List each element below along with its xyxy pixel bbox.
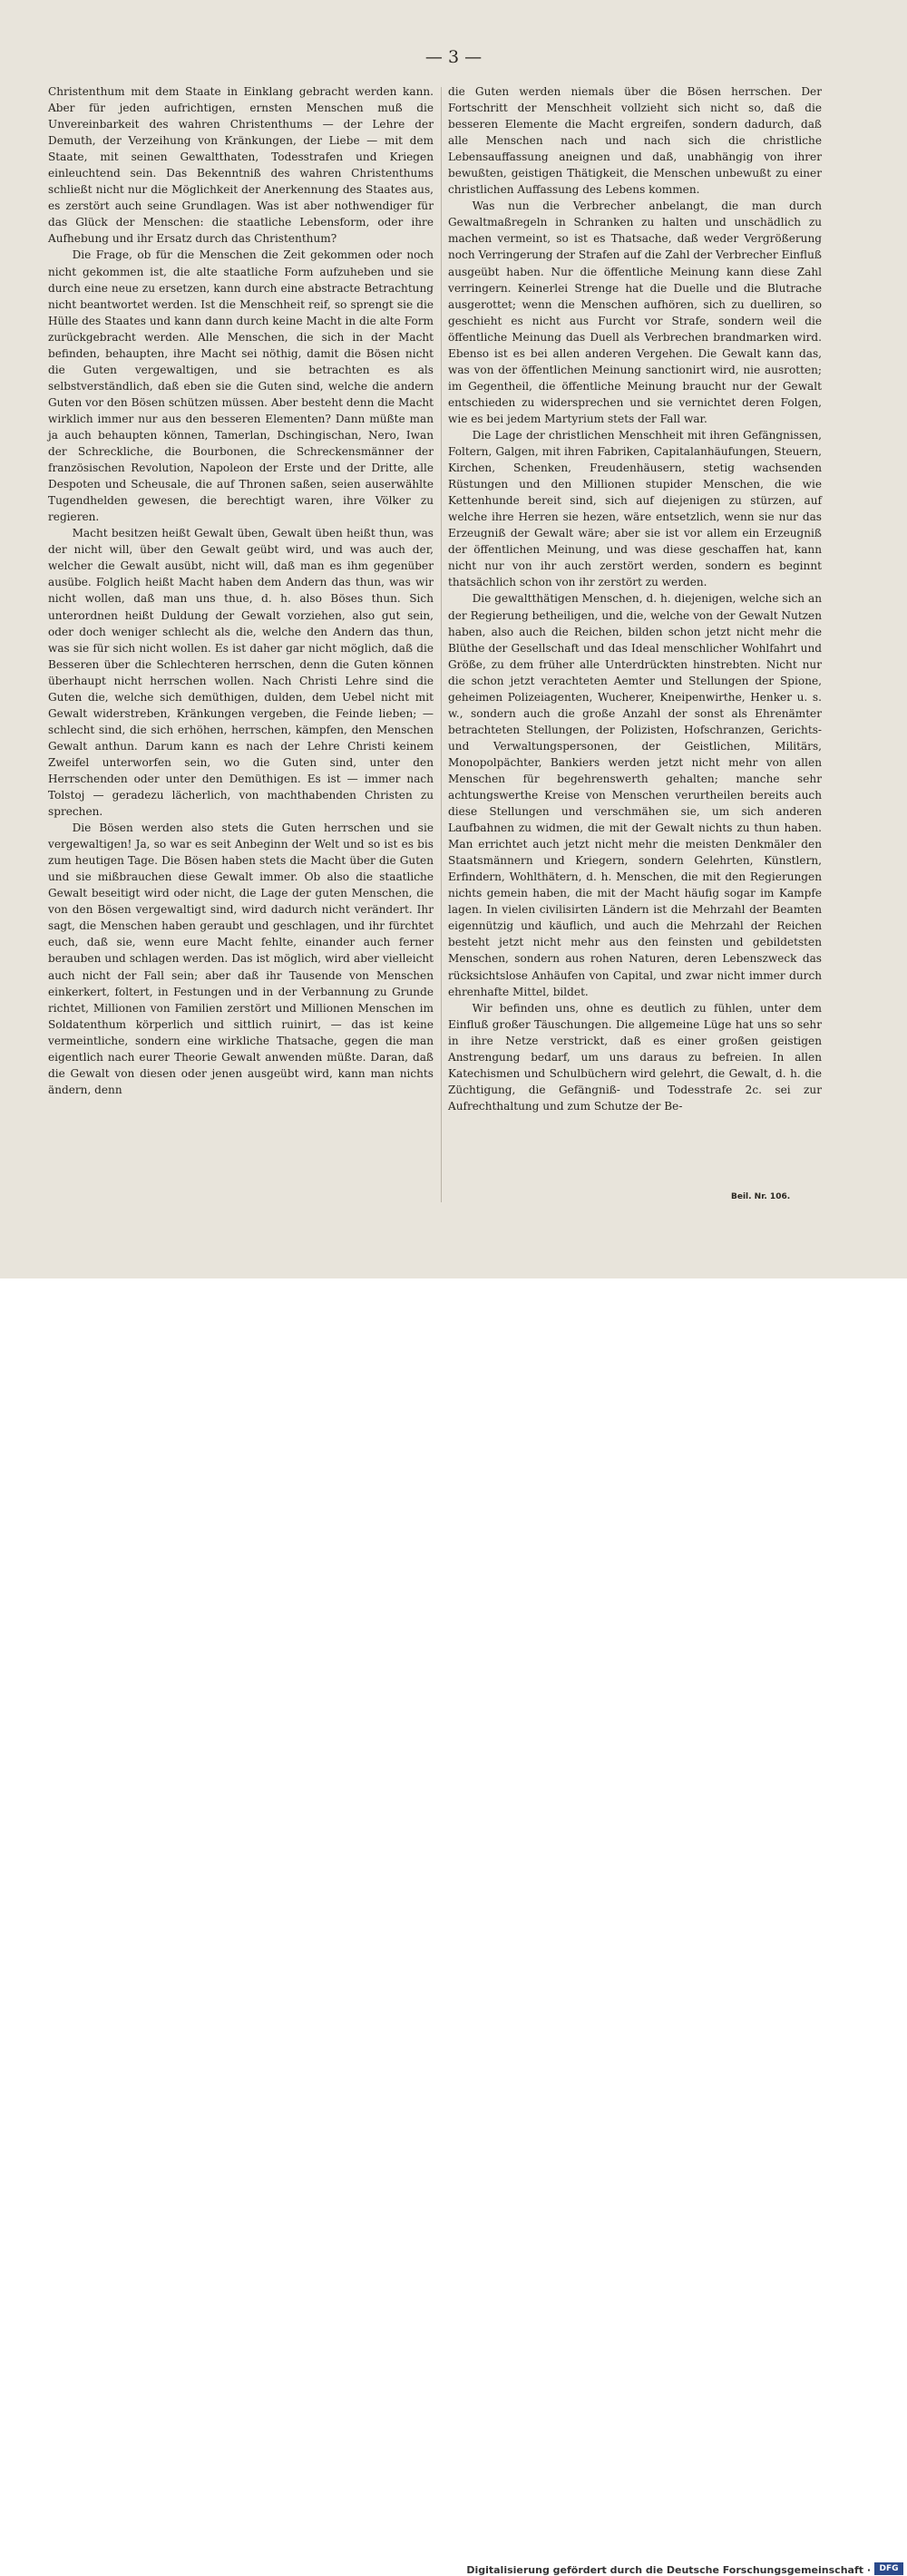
newspaper-page — [0, 0, 907, 1278]
digitization-footer — [0, 1278, 907, 2576]
column-divider — [441, 87, 442, 1202]
dfg-logo-icon[interactable]: DFG — [874, 2562, 903, 2575]
page-number: — 3 — — [424, 47, 483, 67]
right-paragraph-1: die Guten werden niemals über die Bösen herrschen. Der Fortschritt der Menschheit vollzieht sich nicht so, daß die besseren Elemente die Macht ergreifen, sondern dadurch, daß alle Menschen nach und nach sich die christliche Lebensauffassung aneignen und daß, unabhängig von ihrer bewußten, geistigen Thätigkeit, die Menschen unbewußt zu einer christlichen Auffassung des Lebens kommen. — [448, 85, 822, 197]
left-text-column — [48, 83, 434, 1098]
digitization-note: Digitalisierung gefördert durch die Deutsche Forschungsgemeinschaft · — [466, 2564, 871, 2576]
left-paragraph-2: Die Frage, ob für die Menschen die Zeit gekommen oder noch nicht gekommen ist, die alte staatliche Form aufzuheben und sie durch eine neue zu ersetzen, kann durch eine abstracte Betrachtung nicht beantwortet werden. Ist die Menschheit reif, so sprengt sie die Hülle des Staates und kann dann durch keine Macht in die alte Form zurückgebracht werden. Alle Menschen, die sich in der Macht befinden, behaupten, ihre Macht sei nöthig, damit die Bösen nicht die Guten vergewaltigen, und sie betrachten es als selbstverständlich, daß eben sie die Guten sind, welche die andern Guten vor den Bösen schützen müssen. Aber besteht denn die Macht wirklich immer nur aus den besseren Elementen? Dann müßte man ja auch behaupten können, Tamerlan, Dschingischan, Nero, Iwan der Schreckliche, die Bourbonen, die Schreckensmänner der französischen Revolution, Napoleon der Erste und der Dritte, alle Despoten und Scheusale, die auf Thronen saßen, seien auserwählte Tugendhelden gewesen, die berechtigt waren, ihre Völker zu regieren. — [48, 248, 434, 524]
right-paragraph-2: Was nun die Verbrecher anbelangt, die man durch Gewaltmaßregeln in Schranken zu halten und unschädlich zu machen vermeint, so ist es Thatsache, daß weder Vergrößerung noch Verringerung der Strafen auf die Zahl der Verbrecher Einfluß ausgeübt haben. Nur die öffentliche Meinung kann diese Zahl verringern. Keinerlei Strenge hat die Duelle und die Blutrache ausgerottet; wenn die Menschen aufhören, sich zu duelliren, so geschieht es nicht aus Furcht vor Strafe, sondern weil die öffentliche Meinung das Duell als Verbrechen brandmarken wird. Ebenso ist es bei allen anderen Vergehen. Die Gewalt kann das, was von der öffentlichen Meinung sanctionirt wird, nie ausrotten; im Gegentheil, die öffentliche Meinung braucht nur der Gewalt entschieden zu widersprechen und sie vernichtet deren Folgen, wie es bei jedem Martyrium stets der Fall war. — [448, 199, 822, 425]
left-paragraph-1: Christenthum mit dem Staate in Einklang gebracht werden kann. Aber für jeden aufrichtigen, ernsten Menschen muß die Unvereinbarkeit des wahren Christenthums — der Lehre der Demuth, der Verzeihung von Kränkungen, der Liebe — mit dem Staate, mit seinen Gewaltthaten, Todesstrafen und Kriegen einleuchtend sein. Das Bekenntniß des wahren Christenthums schließt nicht nur die Möglichkeit der Anerkennung des Staates aus, es zerstört auch seine Grundlagen. Was ist aber nothwendiger für das Glück der Menschen: die staatliche Lebensform, oder ihre Aufhebung und ihr Ersatz durch das Christenthum? — [48, 85, 434, 246]
right-paragraph-5: Wir befinden uns, ohne es deutlich zu fühlen, unter dem Einfluß großer Täuschungen. Die allgemeine Lüge hat uns so sehr in ihre Netze verstrickt, daß es einer großen geistigen Anstrengung bedarf, um uns daraus zu befreien. In allen Katechismen und Schulbüchern wird gelehrt, die Gewalt, d. h. die Züchtigung, die Gefängniß- und Todesstrafe 2c. sei zur Aufrechthaltung und zum Schutze der Be- — [448, 1001, 822, 1113]
left-paragraph-4: Die Bösen werden also stets die Guten herrschen und sie vergewaltigen! Ja, so war es seit Anbeginn der Welt und so ist es bis zum heutigen Tage. Die Bösen haben stets die Macht über die Guten und sie mißbrauchen diese Gewalt immer. Ob also die staatliche Gewalt beseitigt wird oder nicht, die Lage der guten Menschen, die von den Bösen vergewaltigt sind, wird dadurch nicht verändert. Ihr sagt, die Menschen haben geraubt und geschlagen, und ihr fürchtet euch, daß sie, wenn eure Macht fehlte, einander auch ferner berauben und schlagen werden. Das ist möglich, wird aber vielleicht auch nicht der Fall sein; aber daß ihr Tausende von Menschen einkerkert, foltert, in Festungen und in der Verbannung zu Grunde richtet, Millionen von Familien zerstört und Millionen Menschen im Soldatenthum körperlich und sittlich ruinirt, — das ist keine vermeintliche, sondern eine wirkliche Thatsache, gegen die man eigentlich nach eurer Theorie Gewalt anwenden müßte. Daran, daß die Gewalt von diesen oder jenen ausgeübt wird, kann man nichts ändern, denn — [48, 821, 434, 1096]
right-paragraph-4: Die gewaltthätigen Menschen, d. h. diejenigen, welche sich an der Regierung betheiligen, und die, welche von der Gewalt Nutzen haben, also auch die Reichen, bilden schon jetzt nicht mehr die Blüthe der Gesellschaft und das Ideal menschlicher Wohlfahrt und Größe, zu dem früher alle Unterdrückten hinstrebten. Nicht nur die schon jetzt verachteten Aemter und Stellungen der Spione, geheimen Polizeiagenten, Wucherer, Kneipenwirthe, Henker u. s. w., sondern auch die große Anzahl der sonst als Ehrenämter betrachteten Stellungen, der Polizisten, Hofschranzen, Gerichts- und Verwaltungspersonen, der Geistlichen, Militärs, Monopolpächter, Bankiers werden jetzt nicht mehr von allen Menschen für begehrenswerth gehalten; manche sehr achtungswerthe Kreise von Menschen verurtheilen bereits auch diese Stellungen und verschmähen sie, um sich anderen Laufbahnen zu widmen, die mit der Gewalt nichts zu thun haben. Man errichtet auch jetzt nicht mehr die meisten Denkmäler den Staatsmännern und Kriegern, sondern Gelehrten, Künstlern, Erfindern, Wohlthätern, d. h. Menschen, die mit den Regierungen nichts gemein haben, die mit der Macht häufig sogar im Kampfe lagen. In vielen civilisirten Ländern ist die Mehrzahl der Beamten eigennützig und käuflich, und auch die Mehrzahl der Reichen besteht jetzt nicht mehr aus den feinsten und gebildetsten Menschen, sondern aus rohen Naturen, deren Lebenszweck das rücksichtslose Anhäufen von Capital, und zwar nicht immer durch ehrenhafte Mittel, bildet. — [448, 592, 822, 998]
left-paragraph-3: Macht besitzen heißt Gewalt üben, Gewalt üben heißt thun, was der nicht will, über den Gewalt geübt wird, und was auch der, welcher die Gewalt ausübt, nicht will, daß man es ihm gegenüber ausübe. Folglich heißt Macht haben dem Andern das thun, was wir nicht wollen, daß man uns thue, d. h. also Böses thun. Sich unterordnen heißt Duldung der Gewalt vorziehen, also gut sein, oder doch weniger schlecht als die, welche den Andern das thun, was sie für sich nicht wollen. Es ist daher gar nicht möglich, daß die Besseren über die Schlechteren herrschen, denn die Guten können überhaupt nicht herrschen wollen. Nach Christi Lehre sind die Guten die, welche sich demüthigen, dulden, dem Uebel nicht mit Gewalt widerstreben, Kränkungen vergeben, die Feinde lieben; — schlecht sind, die sich erhöhen, herrschen, kämpfen, den Menschen Gewalt anthun. Darum kann es nach der Lehre Christi keinem Zweifel unterworfen sein, wo die Guten sind, unter den Herrschenden oder unter den Demüthigen. Es ist — immer nach Tolstoj — geradezu lächerlich, von machthabenden Christen zu sprechen. — [48, 527, 434, 819]
sheet-signature-mark: Beil. Nr. 106. — [731, 1192, 791, 1201]
right-text-column — [448, 83, 822, 1114]
right-paragraph-3: Die Lage der christlichen Menschheit mit ihren Gefängnissen, Foltern, Galgen, mit ihren Fabriken, Capitalanhäufungen, Steuern, Kirchen, Schenken, Freudenhäusern, stetig wachsenden Rüstungen und den Millionen stupider Menschen, die wie Kettenhunde bereit sind, sich auf diejenigen zu stürzen, auf welche ihre Herren sie hezen, wäre entsetzlich, wenn sie nur das Erzeugniß der Gewalt wäre; aber sie ist vor allem ein Erzeugniß der öffentlichen Meinung, und was diese geschaffen hat, kann nicht nur von ihr auch zerstört werden, sondern es beginnt thatsächlich schon von ihr zerstört zu werden. — [448, 428, 822, 589]
